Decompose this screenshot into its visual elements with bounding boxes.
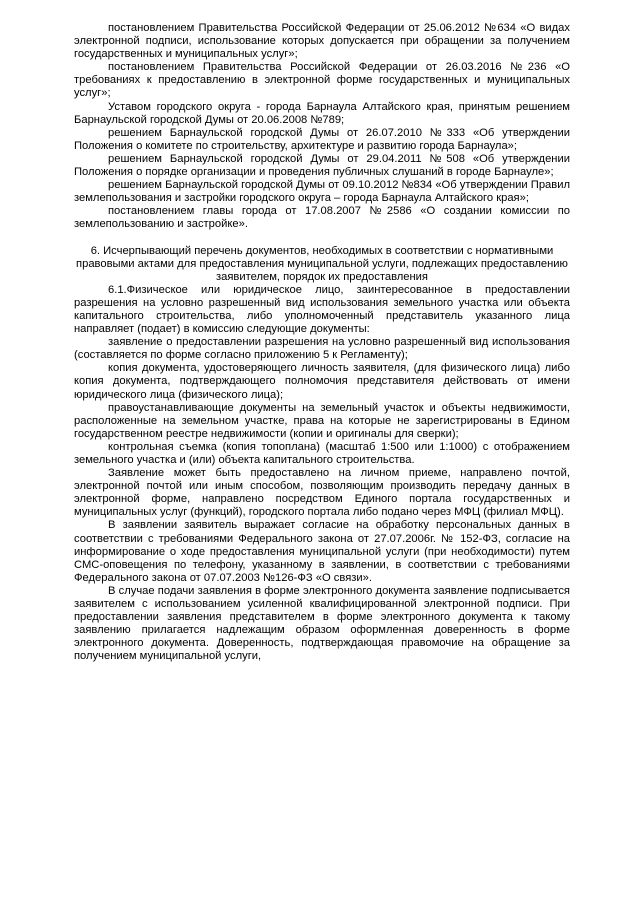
paragraph: контрольная съемка (копия топоплана) (масштаб 1:500 или 1:1000) с отображением земельного участка и (или) объекта капитального строительства.: [74, 440, 570, 466]
paragraph: Заявление может быть предоставлено на личном приеме, направлено почтой, электронной почтой или иным способом, позволяющим производить передачу данных в электронной форме, направлено посредством Единого портала государственных и муниципальных услуг (функций), городского портала либо подано через МФЦ (филиал МФЦ).: [74, 467, 570, 519]
paragraph: Уставом городского округа - города Барнаула Алтайского края, принятым решением Барнаульской городской Думы от 20.06.2008 №789;: [74, 100, 570, 126]
section-title: 6. Исчерпывающий перечень документов, необходимых в соответствии с нормативными правовыми актами для предоставления муниципальной услуги, подлежащих предоставлению заявителем, порядок их предоставления: [76, 244, 568, 283]
paragraph: правоустанавливающие документы на земельный участок и объекты недвижимости, расположенные на земельном участке, права на которые не зарегистрированы в Едином государственном реестре недвижимости (копии и оригиналы для сверки);: [74, 401, 570, 440]
paragraph: решением Барнаульской городской Думы от 29.04.2011 №508 «Об утверждении Положения о порядке организации и проведения публичных слушаний в городе Барнауле»;: [74, 152, 570, 179]
paragraph: постановлением Правительства Российской Федерации от 25.06.2012 №634 «О видах электронной подписи, использование которых допускается при обращении за получением государственных и муниципальных услуг»;: [74, 22, 570, 61]
paragraph: копия документа, удостоверяющего личность заявителя, (для физического лица) либо копия документа, подтверждающего полномочия представителя действовать от имени юридического лица (физического лица);: [74, 362, 570, 401]
paragraph: В заявлении заявитель выражает согласие на обработку персональных данных в соответствии с требованиями Федерального закона от 27.07.2006г. № 152-ФЗ, согласие на информирование о ходе предоставления муниципальной услуги (при необходимости) путем СМС-оповещения по телефону, указанному в заявлении, в соответствии с требованиями Федерального закона от 07.07.2003 №126-ФЗ «О связи».: [74, 519, 570, 584]
paragraph: 6.1.Физическое или юридическое лицо, заинтересованное в предоставлении разрешения на условно разрешенный вид использования земельного участка или объекта капитального строительства, либо уполномоченный представитель указанного лица направляет (подает) в комиссию следующие документы:: [74, 283, 570, 336]
paragraph: решением Барнаульской городской Думы от 26.07.2010 №333 «Об утверждении Положения о комитете по строительству, архитектуре и развитию города Барнаула»;: [74, 126, 570, 152]
paragraph: решением Барнаульской городской Думы от 09.10.2012 №834 «Об утверждении Правил землепользования и застройки городского округа – города Барнаула Алтайского края»;: [74, 179, 570, 205]
paragraph: В случае подачи заявления в форме электронного документа заявление подписывается заявителем с использованием усиленной квалифицированной электронной подписи. При предоставлении заявления представителем в форме электронного документа к такому заявлению прилагается надлежащим образом оформленная доверенность в форме электронного документа. Доверенность, подтверждающая правомочие на обращение за получением муниципальной услуги,: [74, 584, 570, 663]
paragraph: постановлением главы города от 17.08.2007 №2586 «О создании комиссии по землепользованию и застройке».: [74, 205, 570, 231]
paragraph: постановлением Правительства Российской Федерации от 26.03.2016 №236 «О требованиях к предоставлению в электронной форме государственных и муниципальных услуг»;: [74, 61, 570, 100]
document-body: [74, 22, 570, 664]
paragraph: заявление о предоставлении разрешения на условно разрешенный вид использования (составляется по форме согласно приложению 5 к Регламенту);: [74, 336, 570, 362]
